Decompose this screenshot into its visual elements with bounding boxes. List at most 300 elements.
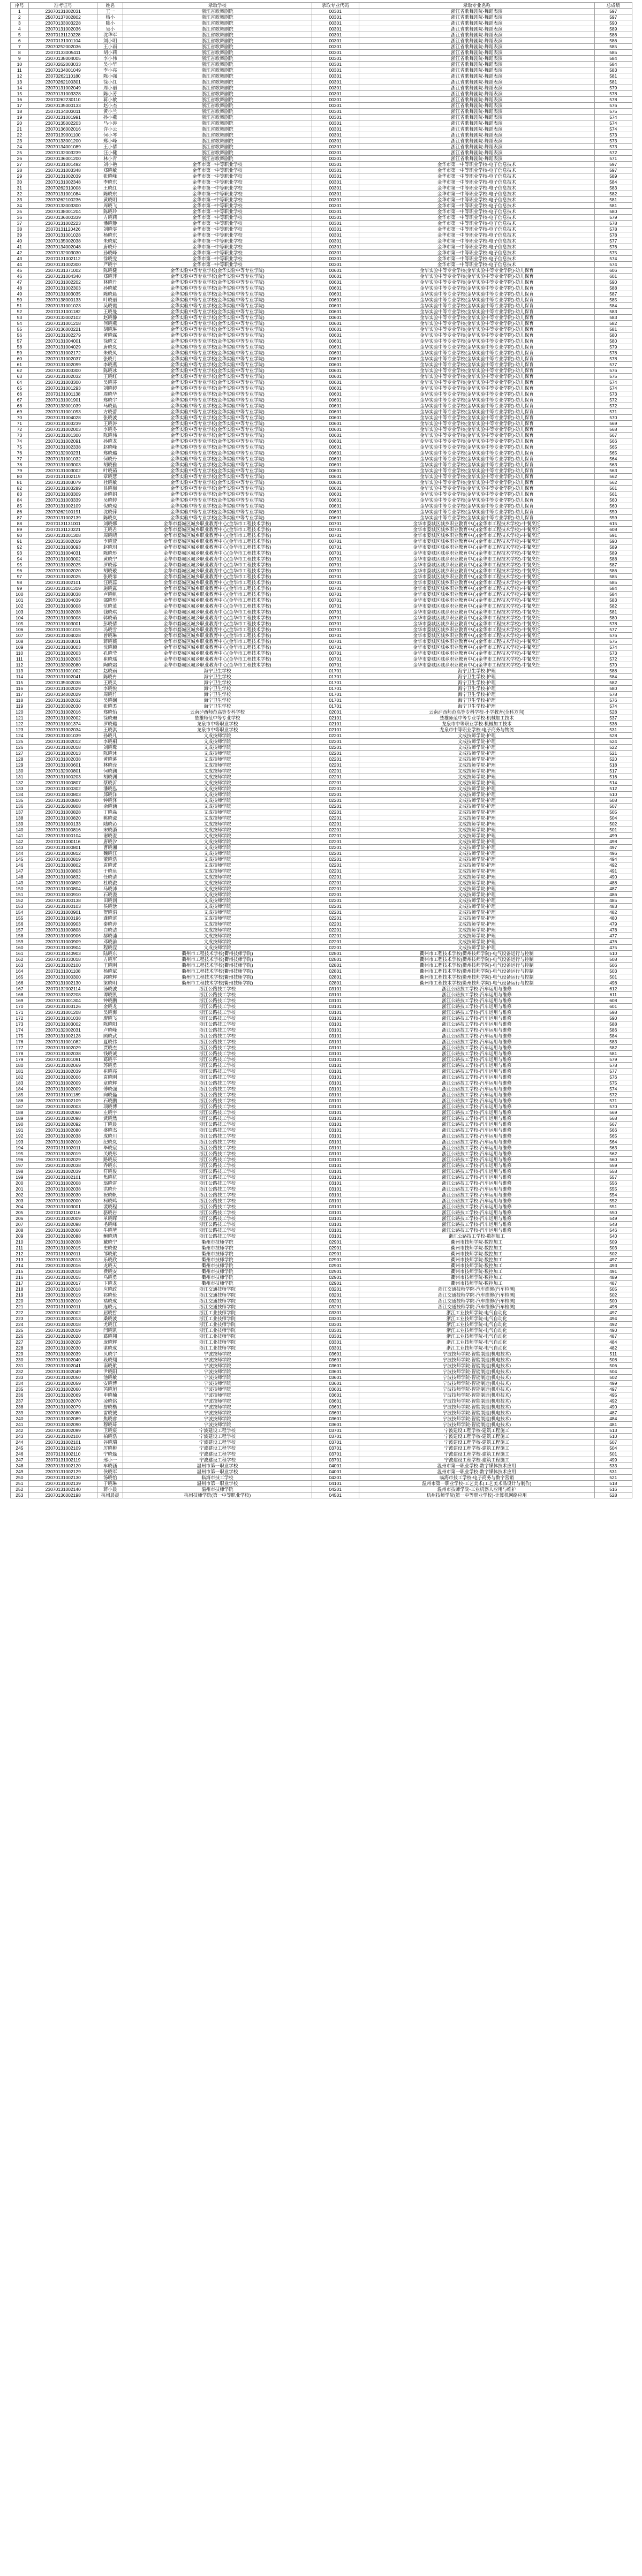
row-major-name: 宁波技师学院-智能制造(机电技术) bbox=[359, 1410, 594, 1416]
row-index: 151 bbox=[10, 892, 29, 898]
row-exam-id: 23070131000910 bbox=[29, 892, 97, 898]
table-row bbox=[10, 244, 632, 250]
row-total-score: 571 bbox=[595, 156, 632, 162]
row-index: 112 bbox=[10, 662, 29, 668]
row-index: 240 bbox=[10, 1416, 29, 1422]
row-school: 金华实验中等专业学校(金华实验中等专业学院) bbox=[123, 474, 312, 480]
row-total-score: 510 bbox=[595, 792, 632, 798]
row-total-score: 479 bbox=[595, 921, 632, 927]
row-exam-id: 23070131000300 bbox=[29, 974, 97, 980]
row-major-name: 文成技师学院-护理 bbox=[359, 898, 594, 904]
row-major-name: 金华实验中等专业学校(金华实验中等专业学院)-幼儿保育 bbox=[359, 350, 594, 356]
row-school: 文成技师学院 bbox=[123, 780, 312, 786]
row-total-score: 557 bbox=[595, 1175, 632, 1180]
row-major-name: 浙江公路技工学校-汽车运用与维修 bbox=[359, 1110, 594, 1116]
row-school: 金华实验中等专业学校(金华实验中等专业学院) bbox=[123, 462, 312, 468]
row-name: 梁晓明 bbox=[97, 980, 123, 986]
row-exam-id: 23070131002348 bbox=[29, 179, 97, 185]
row-major-name: 金华实验中等专业学校(金华实验中等专业学院)-幼儿保育 bbox=[359, 503, 594, 509]
row-name: 谢晓澄 bbox=[97, 833, 123, 839]
row-exam-id: 23070131003348 bbox=[29, 168, 97, 173]
row-exam-id: 23070131001189 bbox=[29, 1092, 97, 1098]
row-name: 汪小健 bbox=[97, 150, 123, 156]
table-row bbox=[10, 562, 632, 568]
row-total-score: 567 bbox=[595, 1122, 632, 1127]
row-total-score: 582 bbox=[595, 603, 632, 609]
row-index: 59 bbox=[10, 350, 29, 356]
row-name: 汤晓怡 bbox=[97, 1475, 123, 1481]
row-index: 226 bbox=[10, 1334, 29, 1339]
row-school: 金华市第一中等职业学校 bbox=[123, 197, 312, 203]
row-index: 44 bbox=[10, 262, 29, 268]
row-name: 陈小芳 bbox=[97, 91, 123, 97]
table-row bbox=[10, 1086, 632, 1092]
row-total-score: 503 bbox=[595, 968, 632, 974]
row-school: 浙江交通技师学院 bbox=[123, 1304, 312, 1310]
row-major-name: 金华市第一中等职业学校-电子信息技术 bbox=[359, 221, 594, 226]
row-name: 崔晓亮 bbox=[97, 1069, 123, 1074]
row-school: 浙江省歌舞剧院 bbox=[123, 91, 312, 97]
row-total-score: 581 bbox=[595, 197, 632, 203]
row-school: 浙江省歌舞剧院 bbox=[123, 56, 312, 62]
row-major-name: 浙江工业技师学院-电气自动化 bbox=[359, 1310, 594, 1316]
row-school: 浙江公路技工学校 bbox=[123, 1098, 312, 1104]
row-total-score: 574 bbox=[595, 380, 632, 385]
row-major-code: 02201 bbox=[312, 751, 359, 756]
row-total-score: 492 bbox=[595, 1322, 632, 1328]
row-total-score: 574 bbox=[595, 126, 632, 132]
row-index: 103 bbox=[10, 609, 29, 615]
row-exam-id: 23070131001023 bbox=[29, 303, 97, 309]
table-row bbox=[10, 809, 632, 815]
table-row bbox=[10, 503, 632, 509]
table-row bbox=[10, 1039, 632, 1045]
row-school: 云南泸西师范高等专科学校 bbox=[123, 709, 312, 715]
row-index: 234 bbox=[10, 1381, 29, 1387]
row-major-name: 金华市第一中等职业学校-电子信息技术 bbox=[359, 232, 594, 238]
row-exam-id: 23070131003038 bbox=[29, 592, 97, 597]
row-total-score: 559 bbox=[595, 509, 632, 515]
table-row bbox=[10, 327, 632, 332]
row-major-code: 00301 bbox=[312, 221, 359, 226]
row-total-score: 588 bbox=[595, 668, 632, 674]
table-row bbox=[10, 168, 632, 173]
row-school: 金华实验中等专业学校(金华实验中等专业学院) bbox=[123, 480, 312, 486]
row-index: 179 bbox=[10, 1057, 29, 1063]
row-index: 205 bbox=[10, 1210, 29, 1216]
row-name: 王晓灵 bbox=[97, 680, 123, 686]
row-total-score: 572 bbox=[595, 403, 632, 409]
row-exam-id: 23070131002112 bbox=[29, 256, 97, 262]
row-index: 83 bbox=[10, 491, 29, 497]
row-index: 10 bbox=[10, 62, 29, 67]
row-index: 190 bbox=[10, 1122, 29, 1127]
table-row bbox=[10, 1310, 632, 1316]
table-row bbox=[10, 156, 632, 162]
row-index: 145 bbox=[10, 857, 29, 862]
table-row bbox=[10, 344, 632, 350]
row-total-score: 584 bbox=[595, 674, 632, 680]
row-major-code: 03101 bbox=[312, 1110, 359, 1116]
table-row bbox=[10, 332, 632, 338]
row-name: 马晓晨 bbox=[97, 403, 123, 409]
row-major-code: 00601 bbox=[312, 338, 359, 344]
row-school: 文成技师学院 bbox=[123, 845, 312, 851]
row-index: 250 bbox=[10, 1475, 29, 1481]
row-major-code: 02801 bbox=[312, 963, 359, 968]
row-major-name: 云南泸西师范高等专科学校-小学教育(全科方向) bbox=[359, 709, 594, 715]
row-exam-id: 23070131002018 bbox=[29, 1269, 97, 1275]
row-total-score: 584 bbox=[595, 56, 632, 62]
table-row bbox=[10, 1316, 632, 1322]
row-index: 118 bbox=[10, 698, 29, 703]
row-index: 93 bbox=[10, 550, 29, 556]
row-major-code: 00701 bbox=[312, 550, 359, 556]
row-total-score: 516 bbox=[595, 774, 632, 780]
table-row bbox=[10, 185, 632, 191]
table-row bbox=[10, 951, 632, 957]
row-index: 98 bbox=[10, 580, 29, 586]
row-exam-id: 23070131003328 bbox=[29, 91, 97, 97]
row-major-code: 02201 bbox=[312, 809, 359, 815]
row-name: 顾晓武 bbox=[97, 1033, 123, 1039]
row-index: 172 bbox=[10, 1016, 29, 1021]
row-major-name: 金华市第一中等职业学校-电子信息技术 bbox=[359, 238, 594, 244]
row-major-name: 金华市婺城区城乡职业教育中心(金华市工程技术学校)-中餐烹饪 bbox=[359, 621, 594, 627]
row-major-name: 文成技师学院-护理 bbox=[359, 839, 594, 845]
table-row bbox=[10, 680, 632, 686]
row-name: 闫晓凯 bbox=[97, 1328, 123, 1334]
row-exam-id: 23070131003289 bbox=[29, 486, 97, 491]
row-name: 湛晓成 bbox=[97, 1345, 123, 1351]
row-index: 108 bbox=[10, 639, 29, 645]
row-major-name: 文成技师学院-护理 bbox=[359, 910, 594, 915]
row-index: 144 bbox=[10, 851, 29, 857]
row-exam-id: 23070131002099 bbox=[29, 362, 97, 368]
row-total-score: 505 bbox=[595, 1286, 632, 1292]
row-index: 177 bbox=[10, 1045, 29, 1051]
row-major-name: 文成技师学院-护理 bbox=[359, 733, 594, 739]
row-major-name: 衢州市技师学院-数控加工 bbox=[359, 1239, 594, 1245]
table-row bbox=[10, 1092, 632, 1098]
row-name: 马晓沛 bbox=[97, 886, 123, 892]
table-row bbox=[10, 839, 632, 845]
col-header-major-code: 录取专业代码 bbox=[312, 3, 359, 9]
row-exam-id: 23070131000801 bbox=[29, 845, 97, 851]
row-major-name: 浙江公路技工学校-汽车运用与维修 bbox=[359, 1027, 594, 1033]
table-row bbox=[10, 209, 632, 215]
table-row bbox=[10, 1157, 632, 1163]
row-school: 海宁卫生学校 bbox=[123, 686, 312, 692]
row-major-code: 00301 bbox=[312, 126, 359, 132]
row-major-code: 00301 bbox=[312, 156, 359, 162]
row-major-code: 00301 bbox=[312, 120, 359, 126]
row-school: 衢州市工程技术学校(衢州技师学院) bbox=[123, 951, 312, 957]
table-row bbox=[10, 374, 632, 380]
row-name: 吴晓芬 bbox=[97, 380, 123, 385]
row-major-name: 文成技师学院-护理 bbox=[359, 821, 594, 827]
row-index: 142 bbox=[10, 839, 29, 845]
row-school: 浙江公路技工学校 bbox=[123, 986, 312, 992]
row-school: 宁波技师学院 bbox=[123, 1351, 312, 1357]
row-total-score: 576 bbox=[595, 103, 632, 109]
row-total-score: 498 bbox=[595, 980, 632, 986]
row-index: 84 bbox=[10, 497, 29, 503]
row-major-name: 文成技师学院-护理 bbox=[359, 862, 594, 868]
table-row bbox=[10, 1263, 632, 1269]
row-major-code: 03101 bbox=[312, 1122, 359, 1127]
row-major-code: 00701 bbox=[312, 568, 359, 574]
row-school: 金华市婺城区城乡职业教育中心(金华市工程技术学校) bbox=[123, 621, 312, 627]
row-total-score: 502 bbox=[595, 1292, 632, 1298]
row-major-name: 浙江省歌舞剧院-舞蹈表演 bbox=[359, 91, 594, 97]
table-row bbox=[10, 1045, 632, 1051]
row-index: 163 bbox=[10, 963, 29, 968]
row-total-score: 487 bbox=[595, 886, 632, 892]
row-exam-id: 23070131002002 bbox=[29, 715, 97, 721]
row-major-code: 03101 bbox=[312, 1210, 359, 1216]
row-school: 衢州市工程技术学校(衢州技师学院) bbox=[123, 974, 312, 980]
row-exam-id: 23070136002016 bbox=[29, 126, 97, 132]
row-major-name: 文成技师学院-护理 bbox=[359, 739, 594, 745]
row-exam-id: 23070131002069 bbox=[29, 1063, 97, 1069]
row-total-score: 584 bbox=[595, 1033, 632, 1039]
row-major-code: 00301 bbox=[312, 132, 359, 138]
row-major-name: 金华实验中等专业学校(金华实验中等专业学院)-幼儿保育 bbox=[359, 385, 594, 391]
row-index: 232 bbox=[10, 1369, 29, 1375]
table-row bbox=[10, 1127, 632, 1133]
table-row bbox=[10, 845, 632, 851]
row-index: 139 bbox=[10, 821, 29, 827]
row-exam-id: 23070131003339 bbox=[29, 497, 97, 503]
row-school: 浙江公路技工学校 bbox=[123, 1163, 312, 1169]
row-name: 郭晓辉 bbox=[97, 974, 123, 980]
row-school: 文成技师学院 bbox=[123, 774, 312, 780]
row-major-name: 浙江公路技工学校-汽车运用与维修 bbox=[359, 1069, 594, 1074]
row-exam-id: 23070131003309 bbox=[29, 491, 97, 497]
row-index: 89 bbox=[10, 527, 29, 533]
row-total-score: 492 bbox=[595, 1398, 632, 1404]
row-major-name: 文成技师学院-护理 bbox=[359, 780, 594, 786]
row-major-name: 文成技师学院-护理 bbox=[359, 868, 594, 874]
row-major-name: 金华实验中等专业学校(金华实验中等专业学院)-幼儿保育 bbox=[359, 362, 594, 368]
table-row bbox=[10, 721, 632, 727]
row-school: 浙江公路技工学校 bbox=[123, 1222, 312, 1228]
row-school: 金华市第一中等职业学校 bbox=[123, 191, 312, 197]
table-row bbox=[10, 38, 632, 44]
row-school: 海宁卫生学校 bbox=[123, 703, 312, 709]
table-row bbox=[10, 56, 632, 62]
row-name: 袁晓刚 bbox=[97, 1074, 123, 1080]
row-name: 胡晓璇 bbox=[97, 568, 123, 574]
row-exam-id: 23070262110180 bbox=[29, 73, 97, 79]
table-row bbox=[10, 1439, 632, 1445]
row-name: 邓晓渝 bbox=[97, 939, 123, 945]
row-exam-id: 23070131003079 bbox=[29, 480, 97, 486]
row-name: 黄晓霖 bbox=[97, 332, 123, 338]
row-index: 219 bbox=[10, 1292, 29, 1298]
row-school: 金华市第一中等职业学校 bbox=[123, 173, 312, 179]
table-row bbox=[10, 862, 632, 868]
row-school: 金华实验中等专业学校(金华实验中等专业学院) bbox=[123, 456, 312, 462]
row-major-code: 02201 bbox=[312, 921, 359, 927]
row-major-name: 金华实验中等专业学校(金华实验中等专业学院)-幼儿保育 bbox=[359, 297, 594, 303]
row-index: 159 bbox=[10, 939, 29, 945]
row-major-name: 金华实验中等专业学校(金华实验中等专业学院)-幼儿保育 bbox=[359, 315, 594, 321]
row-index: 123 bbox=[10, 727, 29, 733]
row-exam-id: 23070138001204 bbox=[29, 209, 97, 215]
row-name: 林晓丹 bbox=[97, 279, 123, 285]
row-major-code: 03601 bbox=[312, 1381, 359, 1387]
table-row bbox=[10, 1363, 632, 1369]
row-school: 浙江公路技工学校 bbox=[123, 1057, 312, 1063]
row-school: 金华市第一中等职业学校 bbox=[123, 226, 312, 232]
row-major-code: 00701 bbox=[312, 544, 359, 550]
row-exam-id: 23070131002002 bbox=[29, 1310, 97, 1316]
row-major-name: 浙江省歌舞剧院-舞蹈表演 bbox=[359, 126, 594, 132]
row-exam-id: 23070131002088 bbox=[29, 1233, 97, 1239]
row-major-name: 金华实验中等专业学校(金华实验中等专业学院)-幼儿保育 bbox=[359, 468, 594, 474]
table-row bbox=[10, 1098, 632, 1104]
row-name: 史晓俊 bbox=[97, 1245, 123, 1251]
row-school: 浙江工业技师学院 bbox=[123, 1345, 312, 1351]
row-total-score: 508 bbox=[595, 957, 632, 963]
row-name: 吴晓海 bbox=[97, 1010, 123, 1016]
row-school: 浙江省歌舞剧院 bbox=[123, 79, 312, 85]
row-exam-id: 23070131120228 bbox=[29, 32, 97, 38]
row-major-name: 宁波建设工程学校-建筑工程施工 bbox=[359, 1434, 594, 1439]
row-index: 21 bbox=[10, 126, 29, 132]
table-row bbox=[10, 998, 632, 1004]
row-total-score: 578 bbox=[595, 1063, 632, 1069]
row-total-score: 494 bbox=[595, 1316, 632, 1322]
row-total-score: 497 bbox=[595, 1387, 632, 1392]
row-major-name: 金华实验中等专业学校(金华实验中等专业学院)-幼儿保育 bbox=[359, 497, 594, 503]
row-total-score: 484 bbox=[595, 1339, 632, 1345]
row-major-code: 02201 bbox=[312, 862, 359, 868]
row-major-name: 金华市第一中等职业学校-电子信息技术 bbox=[359, 244, 594, 250]
row-exam-id: 23070131000302 bbox=[29, 786, 97, 792]
row-major-code: 00301 bbox=[312, 150, 359, 156]
table-row bbox=[10, 474, 632, 480]
row-major-name: 浙江公路技工学校-汽车运用与维修 bbox=[359, 1163, 594, 1169]
row-name: 侯晓浛 bbox=[97, 904, 123, 910]
row-index: 54 bbox=[10, 321, 29, 327]
row-index: 140 bbox=[10, 827, 29, 833]
table-row bbox=[10, 592, 632, 597]
row-major-code: 03101 bbox=[312, 1163, 359, 1169]
row-exam-id: 23070135002203 bbox=[29, 120, 97, 126]
row-name: 陈晓伟 bbox=[97, 433, 123, 438]
row-index: 94 bbox=[10, 556, 29, 562]
row-total-score: 569 bbox=[595, 421, 632, 427]
row-school: 金华实验中等专业学校(金华实验中等专业学院) bbox=[123, 291, 312, 297]
row-index: 180 bbox=[10, 1063, 29, 1069]
row-name: 钟晓泽 bbox=[97, 798, 123, 804]
row-exam-id: 23070131001015 bbox=[29, 627, 97, 633]
row-total-score: 573 bbox=[595, 650, 632, 656]
row-total-score: 496 bbox=[595, 851, 632, 857]
row-major-code: 00701 bbox=[312, 633, 359, 639]
table-row bbox=[10, 1351, 632, 1357]
row-index: 31 bbox=[10, 185, 29, 191]
row-major-code: 00301 bbox=[312, 232, 359, 238]
row-exam-id: 23070131002039 bbox=[29, 1351, 97, 1357]
row-school: 浙江公路技工学校 bbox=[123, 1039, 312, 1045]
row-total-score: 476 bbox=[595, 939, 632, 945]
row-total-score: 572 bbox=[595, 150, 632, 156]
row-total-score: 508 bbox=[595, 1357, 632, 1363]
row-major-name: 浙江工业技师学院-电气自动化 bbox=[359, 1334, 594, 1339]
row-major-name: 金华市第一中等职业学校-电子信息技术 bbox=[359, 250, 594, 256]
row-name: 龙晓天 bbox=[97, 1263, 123, 1269]
row-name: 钟晓鹏 bbox=[97, 998, 123, 1004]
row-major-name: 浙江省歌舞剧院-舞蹈表演 bbox=[359, 26, 594, 32]
row-major-code: 00601 bbox=[312, 438, 359, 444]
row-name: 柯晓鸣 bbox=[97, 1198, 123, 1204]
row-name: 连晓元 bbox=[97, 1304, 123, 1310]
table-row bbox=[10, 50, 632, 56]
row-major-name: 文成技师学院-护理 bbox=[359, 745, 594, 751]
row-major-code: 04001 bbox=[312, 1469, 359, 1475]
row-major-code: 00601 bbox=[312, 468, 359, 474]
row-major-name: 宁波技师学院-智能制造(机电技术) bbox=[359, 1392, 594, 1398]
row-school: 金华市第一中等职业学校 bbox=[123, 168, 312, 173]
row-school: 宁波建设工程学校 bbox=[123, 1439, 312, 1445]
row-exam-id: 23070131000807 bbox=[29, 780, 97, 786]
row-major-name: 金华实验中等专业学校(金华实验中等专业学院)-幼儿保育 bbox=[359, 380, 594, 385]
row-index: 235 bbox=[10, 1387, 29, 1392]
row-index: 199 bbox=[10, 1175, 29, 1180]
row-major-code: 00701 bbox=[312, 521, 359, 527]
row-name: 毛晓峰 bbox=[97, 1222, 123, 1228]
row-name: 刘晓鹭 bbox=[97, 745, 123, 751]
row-school: 浙江公路技工学校 bbox=[123, 1198, 312, 1204]
row-name: 程晓滢 bbox=[97, 945, 123, 951]
row-school: 金华实验中等专业学校(金华实验中等专业学院) bbox=[123, 421, 312, 427]
row-school: 文成技师学院 bbox=[123, 945, 312, 951]
row-major-name: 衢州市工程技术学校(衢州技师学院)-电气设备运行与控制 bbox=[359, 963, 594, 968]
row-index: 242 bbox=[10, 1428, 29, 1434]
row-total-score: 576 bbox=[595, 368, 632, 374]
row-major-code: 03101 bbox=[312, 1127, 359, 1133]
row-major-name: 衢州市技师学院-数控加工 bbox=[359, 1275, 594, 1281]
table-row bbox=[10, 120, 632, 126]
row-index: 228 bbox=[10, 1345, 29, 1351]
row-index: 191 bbox=[10, 1127, 29, 1133]
row-exam-id: 23070131002038 bbox=[29, 609, 97, 615]
row-index: 55 bbox=[10, 327, 29, 332]
row-index: 132 bbox=[10, 780, 29, 786]
table-row bbox=[10, 633, 632, 639]
row-school: 文成技师学院 bbox=[123, 768, 312, 774]
table-row bbox=[10, 963, 632, 968]
row-major-code: 00301 bbox=[312, 109, 359, 115]
table-row bbox=[10, 291, 632, 297]
row-major-code: 00701 bbox=[312, 539, 359, 544]
row-total-score: 590 bbox=[595, 1016, 632, 1021]
table-row bbox=[10, 150, 632, 156]
table-row bbox=[10, 533, 632, 539]
row-index: 101 bbox=[10, 597, 29, 603]
row-major-name: 海宁卫生学校-护理 bbox=[359, 674, 594, 680]
row-major-name: 文成技师学院-护理 bbox=[359, 927, 594, 933]
row-name: 李晓东 bbox=[97, 179, 123, 185]
row-index: 40 bbox=[10, 238, 29, 244]
row-major-code: 02201 bbox=[312, 815, 359, 821]
table-row bbox=[10, 403, 632, 409]
row-school: 海宁卫生学校 bbox=[123, 698, 312, 703]
